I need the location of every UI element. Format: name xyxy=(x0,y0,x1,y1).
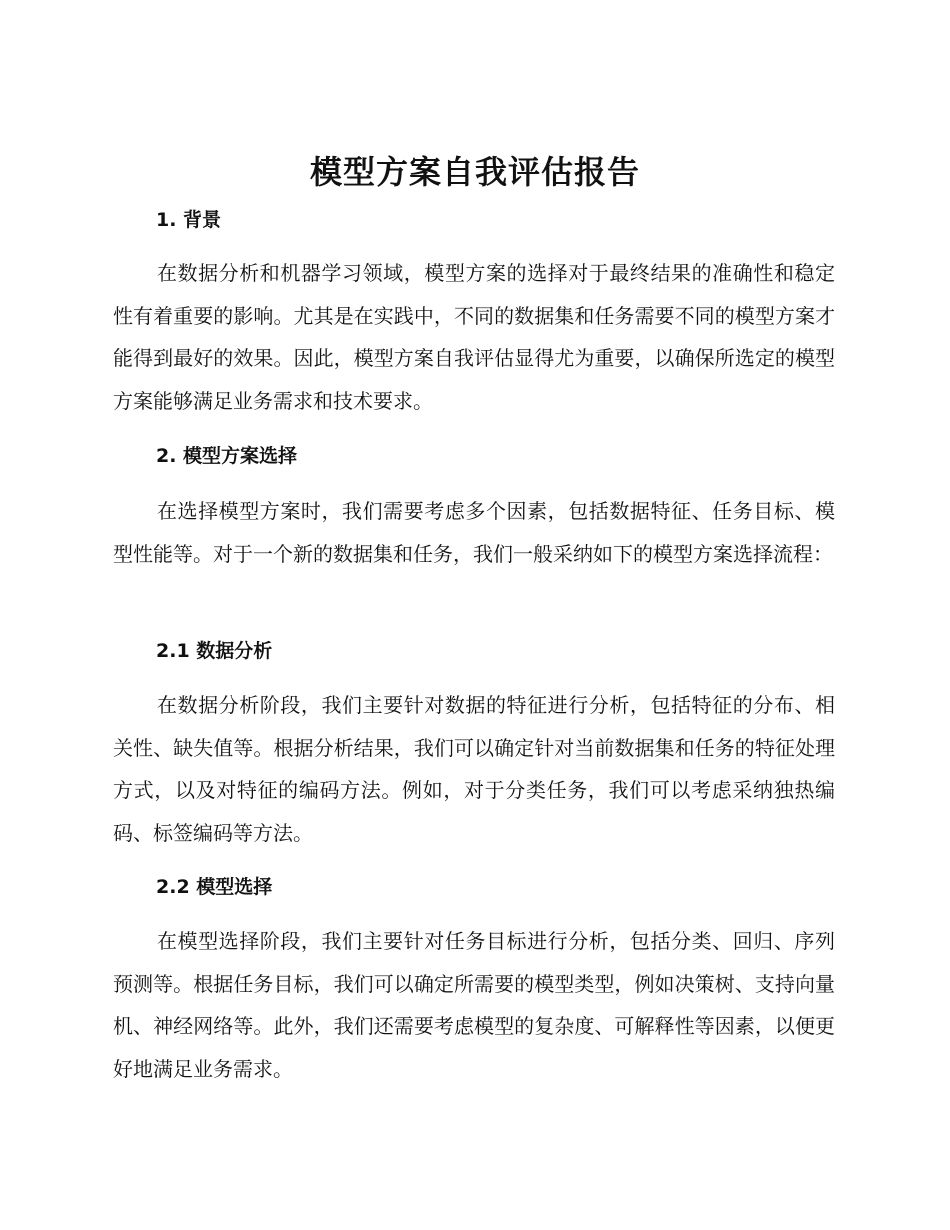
section-heading-background: 1. 背景 xyxy=(156,209,222,231)
section-heading-data-analysis: 2.1 数据分析 xyxy=(156,640,273,662)
section-paragraph-background: 在数据分析和机器学习领域，模型方案的选择对于最终结果的准确性和稳定性有着重要的影响。尤其是在实践中，不同的数据集和任务需要不同的模型方案才能得到最好的效果。因此，模型方案自我评估显得尤为重要，以确保所选定的模型方案能够满足业务需求和技术要求。 xyxy=(113,261,835,414)
section-heading-model-choice: 2.2 模型选择 xyxy=(156,876,273,898)
section-paragraph-model-selection: 在选择模型方案时，我们需要考虑多个因素，包括数据特征、任务目标、模型性能等。对于一个新的数据集和任务，我们一般采纳如下的模型方案选择流程： xyxy=(113,499,835,566)
section-paragraph-model-choice: 在模型选择阶段，我们主要针对任务目标进行分析，包括分类、回归、序列预测等。根据任务目标，我们可以确定所需要的模型类型，例如决策树、支持向量机、神经网络等。此外，我们还需要考虑模型的复杂度、可解释性等因素，以便更好地满足业务需求。 xyxy=(113,929,835,1082)
document-title: 模型方案自我评估报告 xyxy=(309,153,640,191)
section-paragraph-data-analysis: 在数据分析阶段，我们主要针对数据的特征进行分析，包括特征的分布、相关性、缺失值等。根据分析结果，我们可以确定针对当前数据集和任务的特征处理方式，以及对特征的编码方法。例如，对于分类任务，我们可以考虑采纳独热编码、标签编码等方法。 xyxy=(113,693,835,846)
section-heading-model-selection: 2. 模型方案选择 xyxy=(156,445,298,467)
